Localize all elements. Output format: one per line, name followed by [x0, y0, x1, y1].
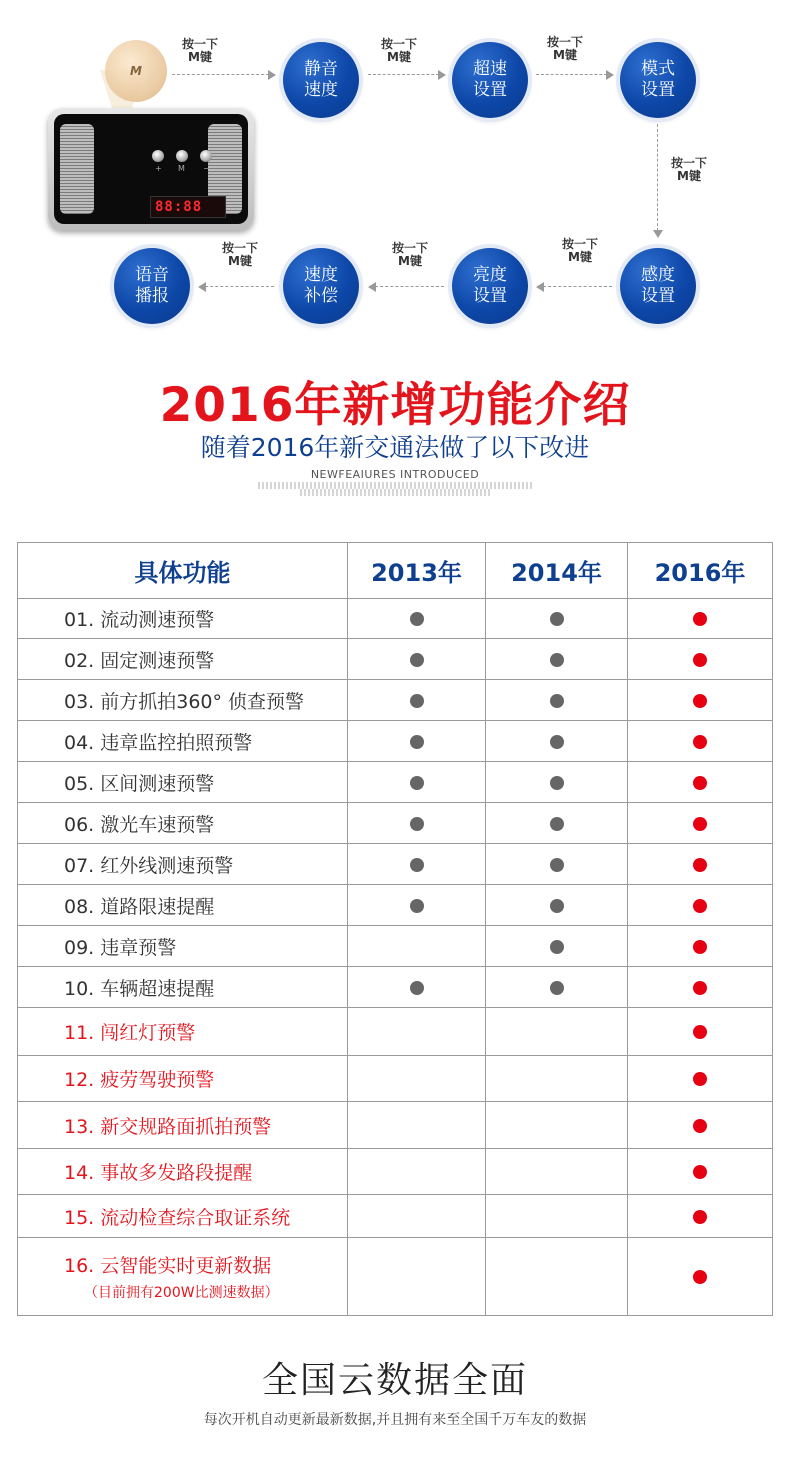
- feature-label: 10. 车辆超速提醒: [64, 977, 215, 1000]
- press-m-label: 按一下 M键: [381, 37, 418, 64]
- step-mode-setting: 模式 设置: [620, 42, 696, 118]
- feature-label-cell: [18, 1008, 348, 1056]
- year-cell-2013: [348, 885, 486, 926]
- red-dot-icon: [693, 735, 707, 749]
- year-cell-2013: [348, 1195, 486, 1238]
- table-row: [18, 680, 773, 721]
- press-m-label: 按一下 M键: [547, 35, 584, 62]
- red-dot-icon: [693, 776, 707, 790]
- led-display: 88:88: [150, 196, 226, 218]
- feature-label-cell: [18, 680, 348, 721]
- red-dot-icon: [693, 612, 707, 626]
- gray-dot-icon: [410, 981, 424, 995]
- arrow-down-icon: [657, 124, 658, 236]
- press-m-label: 按一下 M键: [182, 37, 219, 64]
- year-cell-2016: [628, 1056, 773, 1102]
- year-cell-2013: [348, 1238, 486, 1316]
- arrow-right-icon: [368, 74, 444, 75]
- step-brightness-setting: 亮度 设置: [452, 248, 528, 324]
- year-cell-2013: [348, 680, 486, 721]
- year-cell-2014: [486, 1149, 628, 1195]
- year-cell-2014: [486, 1195, 628, 1238]
- year-cell-2016: [628, 1008, 773, 1056]
- red-dot-icon: [693, 858, 707, 872]
- header-2016: 2016年: [628, 543, 773, 599]
- gray-dot-icon: [550, 694, 564, 708]
- gray-dot-icon: [550, 981, 564, 995]
- feature-label-cell: [18, 1056, 348, 1102]
- gray-dot-icon: [550, 817, 564, 831]
- year-cell-2014: [486, 885, 628, 926]
- gray-dot-icon: [550, 776, 564, 790]
- table-row: [18, 844, 773, 885]
- year-cell-2014: [486, 1008, 628, 1056]
- gray-dot-icon: [410, 858, 424, 872]
- gray-dot-icon: [550, 735, 564, 749]
- header-2013: 2013年: [348, 543, 486, 599]
- feature-label: 03. 前方抓拍360° 侦查预警: [64, 690, 305, 713]
- year-cell-2016: [628, 762, 773, 803]
- table-row: [18, 1195, 773, 1238]
- header-feature: 具体功能: [18, 543, 348, 599]
- feature-label: 13. 新交规路面抓拍预警: [64, 1115, 272, 1138]
- feature-label-cell: [18, 1102, 348, 1149]
- headline-title: 2016年新增功能介绍: [159, 378, 631, 433]
- feature-label-cell: [18, 599, 348, 639]
- gray-dot-icon: [550, 653, 564, 667]
- year-cell-2014: [486, 1056, 628, 1102]
- press-m-label: 按一下 M键: [392, 241, 429, 268]
- year-cell-2013: [348, 803, 486, 844]
- finger-press-icon: M: [105, 40, 167, 102]
- feature-label-cell: [18, 803, 348, 844]
- feature-label: 16. 云智能实时更新数据: [64, 1255, 272, 1277]
- red-dot-icon: [693, 694, 707, 708]
- year-cell-2013: [348, 926, 486, 967]
- feature-label-cell: [18, 967, 348, 1008]
- feature-label-cell: [18, 1149, 348, 1195]
- arrow-right-icon: [536, 74, 612, 75]
- feature-label-cell: [18, 926, 348, 967]
- feature-label: 04. 违章监控拍照预警: [64, 731, 253, 754]
- decorative-fine-print: [300, 489, 490, 496]
- year-cell-2013: [348, 1149, 486, 1195]
- year-cell-2013: [348, 1056, 486, 1102]
- red-dot-icon: [693, 981, 707, 995]
- table-row: [18, 639, 773, 680]
- year-cell-2014: [486, 762, 628, 803]
- year-cell-2013: [348, 844, 486, 885]
- gray-dot-icon: [410, 899, 424, 913]
- table-row: [18, 967, 773, 1008]
- red-dot-icon: [693, 1270, 707, 1284]
- arrow-left-icon: [538, 286, 612, 287]
- gray-dot-icon: [410, 694, 424, 708]
- gray-dot-icon: [410, 653, 424, 667]
- table-row: [18, 1008, 773, 1056]
- header-2014: 2014年: [486, 543, 628, 599]
- gray-dot-icon: [410, 817, 424, 831]
- table-header-row: [18, 543, 773, 599]
- headline-english: NEWFEAIURES INTRODUCED: [310, 468, 480, 481]
- year-cell-2016: [628, 721, 773, 762]
- year-cell-2016: [628, 599, 773, 639]
- year-cell-2013: [348, 599, 486, 639]
- gray-dot-icon: [410, 735, 424, 749]
- feature-label: 02. 固定测速预警: [64, 649, 215, 672]
- table-row: [18, 1149, 773, 1195]
- m-button-icon: [176, 150, 188, 162]
- feature-label-cell: [18, 844, 348, 885]
- year-cell-2014: [486, 803, 628, 844]
- left-speaker-grille: [60, 124, 94, 214]
- press-m-label: 按一下 M键: [671, 156, 708, 183]
- year-cell-2016: [628, 967, 773, 1008]
- year-cell-2014: [486, 926, 628, 967]
- year-cell-2014: [486, 721, 628, 762]
- table-row: [18, 885, 773, 926]
- gray-dot-icon: [550, 899, 564, 913]
- year-cell-2016: [628, 1149, 773, 1195]
- year-cell-2016: [628, 1102, 773, 1149]
- year-cell-2013: [348, 639, 486, 680]
- press-m-label: 按一下 M键: [222, 241, 259, 268]
- feature-label: 06. 激光车速预警: [64, 813, 215, 836]
- arrow-left-icon: [370, 286, 444, 287]
- footer-subtitle: 每次开机自动更新最新数据,并且拥有来至全国千万车友的数据: [203, 1412, 587, 1428]
- feature-label-cell: [18, 885, 348, 926]
- gray-dot-icon: [550, 858, 564, 872]
- decorative-fine-print: [258, 482, 532, 489]
- year-cell-2013: [348, 1008, 486, 1056]
- red-dot-icon: [693, 1072, 707, 1086]
- feature-label: 09. 违章预警: [64, 936, 177, 959]
- feature-comparison-table: [17, 542, 773, 1316]
- year-cell-2016: [628, 844, 773, 885]
- table-row: [18, 926, 773, 967]
- table-row: [18, 1056, 773, 1102]
- year-cell-2016: [628, 680, 773, 721]
- year-cell-2016: [628, 926, 773, 967]
- feature-label-cell: [18, 1238, 348, 1316]
- year-cell-2014: [486, 680, 628, 721]
- year-cell-2016: [628, 803, 773, 844]
- step-overspeed-setting: 超速 设置: [452, 42, 528, 118]
- arrow-left-icon: [200, 286, 274, 287]
- gray-dot-icon: [550, 940, 564, 954]
- step-speed-compensation: 速度 补偿: [283, 248, 359, 324]
- year-cell-2014: [486, 967, 628, 1008]
- plus-button-icon: [152, 150, 164, 162]
- red-dot-icon: [693, 940, 707, 954]
- table-row: [18, 803, 773, 844]
- headline-subtitle: 随着2016年新交通法做了以下改进: [200, 433, 590, 462]
- feature-label: 07. 红外线测速预警: [64, 854, 234, 877]
- year-cell-2016: [628, 1195, 773, 1238]
- table-row: [18, 721, 773, 762]
- red-dot-icon: [693, 1119, 707, 1133]
- year-cell-2016: [628, 1238, 773, 1316]
- red-dot-icon: [693, 1025, 707, 1039]
- table-row: [18, 599, 773, 639]
- red-dot-icon: [693, 1210, 707, 1224]
- year-cell-2014: [486, 844, 628, 885]
- feature-label: 15. 流动检查综合取证系统: [64, 1206, 291, 1229]
- year-cell-2016: [628, 639, 773, 680]
- year-cell-2013: [348, 762, 486, 803]
- press-m-label: 按一下 M键: [562, 237, 599, 264]
- feature-label: 14. 事故多发路段提醒: [64, 1162, 253, 1184]
- table-row: [18, 1238, 773, 1316]
- feature-label: 05. 区间测速预警: [64, 772, 215, 795]
- feature-note: （目前拥有200W比测速数据）: [84, 1285, 279, 1301]
- feature-label: 11. 闯红灯预警: [64, 1022, 196, 1044]
- feature-label: 12. 疲劳驾驶预警: [64, 1069, 215, 1091]
- year-cell-2014: [486, 639, 628, 680]
- year-cell-2013: [348, 721, 486, 762]
- table-row: [18, 762, 773, 803]
- year-cell-2014: [486, 1238, 628, 1316]
- year-cell-2016: [628, 885, 773, 926]
- year-cell-2014: [486, 1102, 628, 1149]
- step-mute-speed: 静音 速度: [283, 42, 359, 118]
- step-voice-broadcast: 语音 播报: [114, 248, 190, 324]
- gray-dot-icon: [550, 612, 564, 626]
- gray-dot-icon: [410, 612, 424, 626]
- year-cell-2013: [348, 1102, 486, 1149]
- feature-label: 01. 流动测速预警: [64, 609, 215, 631]
- feature-label-cell: [18, 762, 348, 803]
- feature-label-cell: [18, 1195, 348, 1238]
- year-cell-2013: [348, 967, 486, 1008]
- year-cell-2014: [486, 599, 628, 639]
- red-dot-icon: [693, 653, 707, 667]
- red-dot-icon: [693, 817, 707, 831]
- radar-detector-device: + M − 88:88: [48, 108, 254, 230]
- gray-dot-icon: [410, 776, 424, 790]
- feature-label-cell: [18, 639, 348, 680]
- table-row: [18, 1102, 773, 1149]
- red-dot-icon: [693, 899, 707, 913]
- feature-label-cell: [18, 721, 348, 762]
- red-dot-icon: [693, 1165, 707, 1179]
- feature-label: 08. 道路限速提醒: [64, 895, 215, 918]
- minus-button-icon: [200, 150, 212, 162]
- footer-title: 全国云数据全面: [261, 1360, 528, 1401]
- arrow-right-icon: [172, 74, 274, 75]
- step-sensitivity-setting: 感度 设置: [620, 248, 696, 324]
